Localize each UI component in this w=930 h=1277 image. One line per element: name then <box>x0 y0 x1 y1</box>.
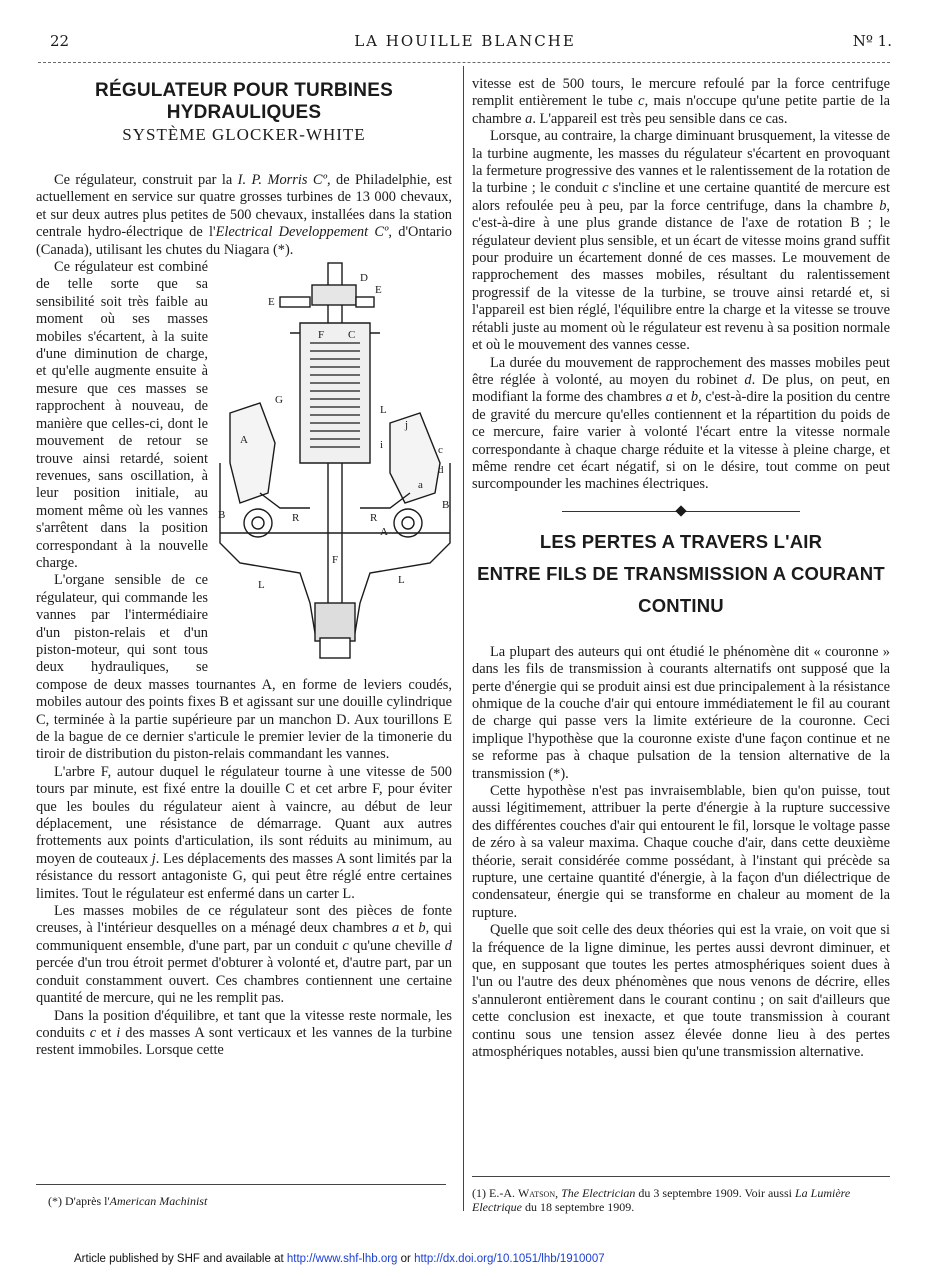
column-divider <box>463 66 464 1211</box>
article-subtitle: SYSTÈME GLOCKER-WHITE <box>122 125 366 144</box>
governor-figure <box>220 263 452 671</box>
publication-notice: Article published by SHF and available at http://www.shf-lhb.org or http://dx.doi.org/10.1051/lhb/1910007 <box>74 1253 605 1265</box>
issue-number: Nº 1. <box>852 32 892 50</box>
left-mass <box>230 403 275 503</box>
label-a-left: A <box>240 434 248 447</box>
doi-link[interactable]: http://dx.doi.org/10.1051/lhb/1910007 <box>414 1253 605 1265</box>
paragraph: Quelle que soit celle des deux théories qui est la vraie, on voit que si la fréquence de la ligne diminue, les pertes aussi devront diminuer, et que, en supposant que toutes les pertes atmosphériques soient dues à l'un ou l'autre des deux phénomènes que nous venons de décrire, elles s'annuleront entièrement dans le courant continu ; on sait d'ailleurs que cette conclusion est inexacte, et que toute transmission à courant continu sous une tension assez élevée donne lieu à des pertes atmosphériques notables, aussi bien qu'une transmission alternative. <box>472 922 890 1061</box>
label-b-right: B <box>442 499 450 512</box>
label-c: C <box>348 329 356 342</box>
paragraph: La plupart des auteurs qui ont étudié le phénomène dit « couronne » dans les fils de transmission à courants alternatifs ont supposé que la perte d'énergie qui se produit ainsi est due principalement à la résistance ohmique de la couche d'air qui entoure immédiatement le fil au courant de charge qui passe vers la limite extérieure de la couronne. Ceci implique l'hypothèse que la couronne existe d'une façon continue et ne se reforme pas à chaque pulsation de la tension alternative de la transmission (*). <box>472 643 890 782</box>
label-r-right: R <box>370 512 378 525</box>
paragraph: L'organe sensible de ce régulateur, qui commande les vannes par l'intermédiaire d'un piston-relais et d'un piston-moteur, qui sont tous deux hydrauliques, se compose de deux masses tournantes A, en forme de leviers coudés, mobiles autour des points fixes B et agissant sur une douille cylindrique C, terminée à la partie supérieure par un manchon D. Aux tourillons E de la bague de ce dernier s'articule le premier levier de la timonerie du tiroir de distribution du piston-relais commandant les vannes. <box>36 572 452 763</box>
paragraph: Ce régulateur, construit par la I. P. Morris Cº, de Philadelphie, est actuellement en service sur quatre grosses turbines de 13 000 chevaux, et sur deux autres plus petites de 500 chevaux, installées dans la station centrale hydro-électrique de l'Electrical Developpement Cº, d'Ontario (Canada), utilisant les chutes du Niagara (*). <box>36 172 453 258</box>
article-title: RÉGULATEUR POUR TURBINES HYDRAULIQUES <box>95 80 393 123</box>
label-f-bottom: F <box>332 554 339 567</box>
label-l-left: L <box>258 579 265 592</box>
paragraph: Les masses mobiles de ce régulateur sont des pièces de fonte creuses, à l'intérieur desquelles on a ménagé deux chambres a et b, qui communiquent ensemble, d'une part, par un conduit c qu'une cheville d percée d'un trou étroit permet d'obturer à volonté et, d'autre part, par un conduit constamment ouvert. Ces chambres contiennent une certaine quantité de mercure, qui ne les remplit pas. <box>36 903 452 1007</box>
label-e-left: E <box>268 296 275 309</box>
label-r-left: R <box>292 512 300 525</box>
diamond-ornament-icon <box>675 505 686 516</box>
shf-link[interactable]: http://www.shf-lhb.org <box>286 1253 398 1265</box>
page-header <box>20 30 910 52</box>
right-mass <box>390 413 440 503</box>
paragraph: Dans la position d'équilibre, et tant que la vitesse reste normale, les conduits c et i des masses A sont verticaux et les vannes de la turbine restent immobiles. Lorsque cette <box>36 1007 452 1059</box>
label-l-bottom-right: L <box>398 574 405 587</box>
paragraph: Cette hypothèse n'est pas invraisemblable, bien qu'on puisse, tout aussi légitimement, attribuer la perte d'énergie à la rupture successive des différentes couches d'air qui entourent le fil, lorsque le voltage passe de zéro à sa valeur maxima. Chaque couche d'air, dans cette deuxième théorie, serait considérée comme possédant, à l'instant qui précède sa rupture, une certaine quantité d'énergie, à la façon d'un diélectrique de condensateur, énergie qui se transforme en chaleur au moment de la rupture. <box>472 783 890 921</box>
label-l-right: L <box>380 404 387 417</box>
label-a-small: a <box>418 479 423 492</box>
footnote-right: (1) E.-A. Watson, The Electrician du 3 septembre 1909. Voir aussi La Lumière Electrique du 18 septembre 1909. <box>472 1186 851 1214</box>
section-separator <box>472 506 890 516</box>
paragraph: vitesse est de 500 tours, le mercure refoulé par la force centrifuge remplit entièrement le tube c, mais n'occupe qu'une petite partie de la chambre a. L'appareil est très peu sensible dans ce cas. <box>472 76 890 127</box>
label-c-small: c <box>438 444 443 457</box>
label-d: D <box>360 272 368 285</box>
header-divider <box>38 62 890 63</box>
right-column <box>472 76 890 1062</box>
paragraph: L'arbre F, autour duquel le régulateur tourne à une vitesse de 500 tours par minute, est fixé entre la douille C et cet arbre F, pour éviter que les boules du régulateur aient à vaincre, au début de leur déplacement, une résistance de démarrage. Quant aux autres frottements aux points d'articulation, ils sont réduits au minimum, au moyen de couteaux j. Les déplacements des masses A sont limités par la résistance du ressort antagoniste G, qui peut être réglé entre certaines limites. Tout le régulateur est enfermé dans un carter L. <box>36 763 453 902</box>
label-j: j <box>405 419 409 432</box>
footnote-rule-right <box>472 1176 890 1177</box>
footnote-left: (*) D'après l'American Machinist <box>48 1194 208 1208</box>
governor-diagram <box>220 263 452 671</box>
article-title-2: LES PERTES A TRAVERS L'AIR ENTRE FILS DE TRANSMISSION A COURANT CONTINU <box>477 530 885 616</box>
paragraph: Ce régulateur est combiné de telle sorte que sa sensibilité soit très faible au moment où ses masses mobiles s'écartent, à la suite d'une diminution de charge, et qu'elle augmente ensuite à mesure que ces masses se rapprochent à nouveau, de manière que celles-ci, dont le mouvement de retour se trouve ainsi retardé, soient revenues, sans oscillation, à leur position initiale, au moment même où les vannes s'arrêtent dans la position correspondant à la nouvelle charge. <box>36 259 208 571</box>
label-i: i <box>380 439 384 452</box>
label-b-left: B <box>218 509 226 522</box>
paragraph: Lorsque, au contraire, la charge diminuant brusquement, la vitesse de la turbine augmente, les masses du régulateur s'écartent en provoquant la fermeture progressive des vannes et le ralentissement de la rotation de la turbine ; le conduit c s'incline et une certaine quantité de mercure est alors refoulée peu à peu, par la force centrifuge, dans la chambre b, c'est-à-dire à une plus grande distance de l'axe de rotation B ; le régulateur devient plus sensible, et un écart de vitesse moins grand suffit pour produire un écartement donné de ces masses. Le mouvement de rapprochement des masses mobiles, résultant du ralentissement progressif de la vitesse de la turbine, se trouve ainsi retardé et, si l'appareil est bien réglé, l'équilibre entre la charge et la vitesse se trouve rétabli juste au moment où le régulateur est revenu à sa position normale et où le mouvement des vannes cesse. <box>472 128 891 354</box>
page-number: 22 <box>50 32 70 50</box>
label-a-bottom: A <box>380 526 388 539</box>
paragraph: La durée du mouvement de rapprochement des masses mobiles peut être réglée à volonté, au moyen du robinet d. De plus, on peut, en modifiant la forme des chambres a et b, c'est-à-dire la position du centre de gravité du mercure qu'elles contiennent et la répartition du poids de ce mercure, faire varier à volonté l'écart entre la vitesse normale correspondante à chaque charge réduite et la vitesse à pleine charge, et même rendre cet écart négatif, si on le désire, tout comme on peut surcompounder les machines électriques. <box>472 354 891 493</box>
footnote-rule-left <box>36 1184 446 1185</box>
label-f-top: F <box>318 329 325 342</box>
label-e-right: E <box>375 284 382 297</box>
label-g: G <box>275 394 283 407</box>
left-column <box>36 80 452 1060</box>
journal-title: LA HOUILLE BLANCHE <box>354 32 576 50</box>
label-d-small: d <box>438 464 444 477</box>
